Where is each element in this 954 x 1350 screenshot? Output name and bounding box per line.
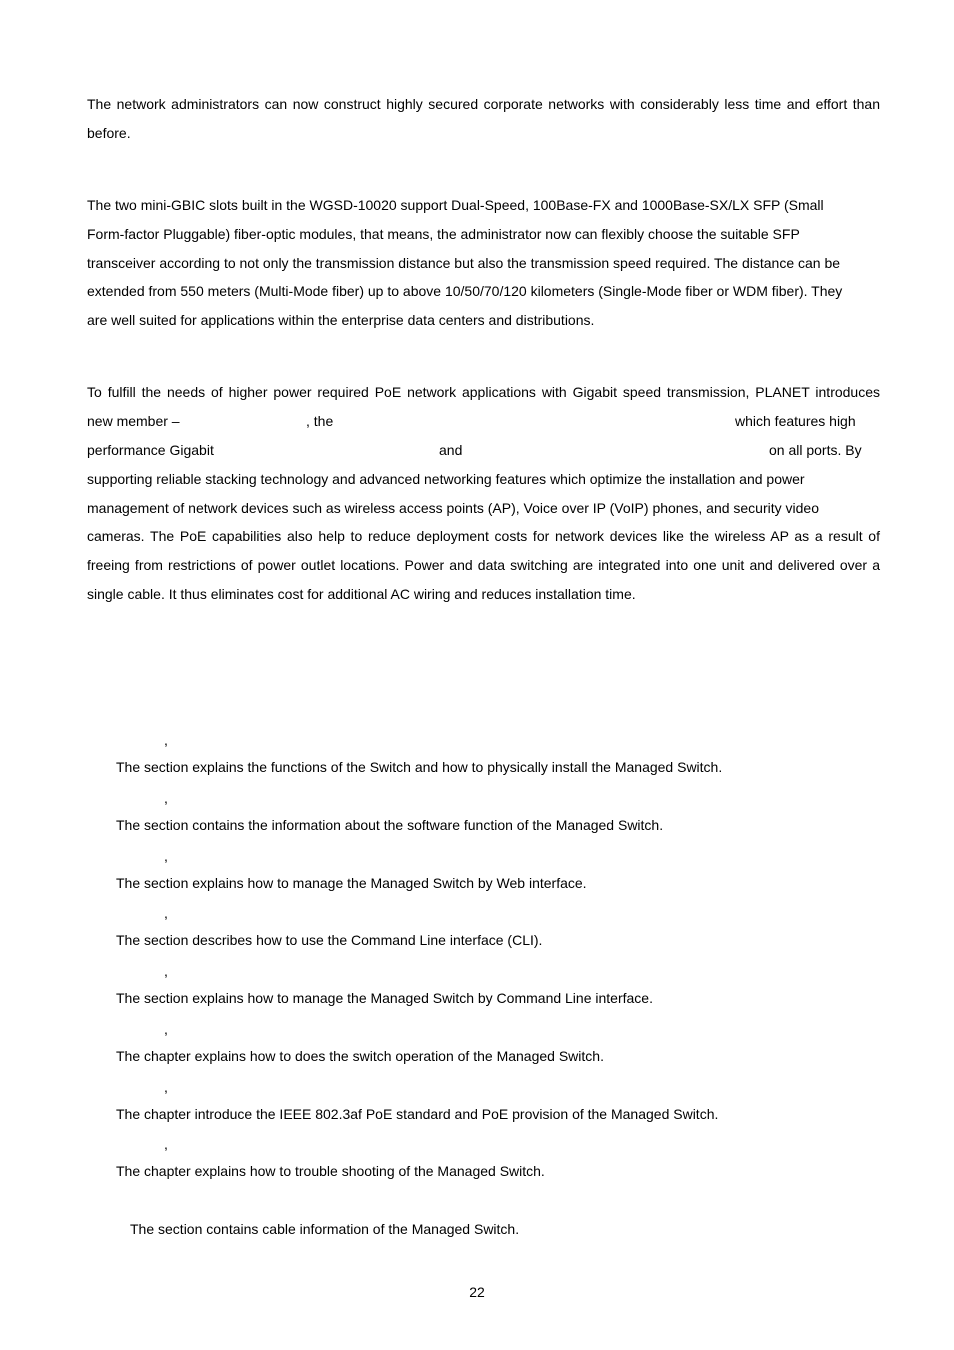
paragraph-line: supporting reliable stacking technology and advanced networking features which optimize the installation and power bbox=[87, 471, 805, 487]
appendix-note: The section contains cable information of the Managed Switch. bbox=[130, 1221, 520, 1237]
entry-description: The chapter explains how to does the switch operation of the Managed Switch. bbox=[116, 1048, 604, 1064]
entry-marker: , bbox=[164, 732, 168, 748]
paragraph-line: The network administrators can now construct highly secured corporate networks with considerably less time and effort than bbox=[87, 96, 880, 112]
entry-description: The chapter introduce the IEEE 802.3af PoE standard and PoE provision of the Managed Switch. bbox=[116, 1106, 719, 1122]
paragraph-fragment: new member – bbox=[87, 413, 180, 429]
paragraph-line: are well suited for applications within the enterprise data centers and distributions. bbox=[87, 312, 595, 328]
paragraph-fragment: on all ports. By bbox=[769, 442, 862, 458]
entry-description: The section explains how to manage the Managed Switch by Command Line interface. bbox=[116, 990, 653, 1006]
entry-marker: , bbox=[164, 790, 168, 806]
entry-description: The section describes how to use the Command Line interface (CLI). bbox=[116, 932, 543, 948]
paragraph-fragment: performance Gigabit bbox=[87, 442, 214, 458]
entry-description: The section explains how to manage the Managed Switch by Web interface. bbox=[116, 875, 587, 891]
entry-marker: , bbox=[164, 1136, 168, 1152]
entry-description: The chapter explains how to trouble shooting of the Managed Switch. bbox=[116, 1163, 545, 1179]
paragraph-fragment: , the bbox=[306, 413, 334, 429]
paragraph-line: freeing from restrictions of power outlet locations. Power and data switching are integrated into one unit and delivered over a bbox=[87, 557, 880, 573]
entry-marker: , bbox=[164, 1021, 168, 1037]
page-number: 22 bbox=[469, 1284, 485, 1300]
entry-marker: , bbox=[164, 963, 168, 979]
paragraph-line: before. bbox=[87, 125, 131, 141]
entry-marker: , bbox=[164, 905, 168, 921]
entry-description: The section explains the functions of the Switch and how to physically install the Managed Switch. bbox=[116, 759, 723, 775]
entry-marker: , bbox=[164, 848, 168, 864]
entry-marker: , bbox=[164, 1079, 168, 1095]
paragraph-line: extended from 550 meters (Multi-Mode fiber) up to above 10/50/70/120 kilometers (Single-Mode fiber or WDM fiber). They bbox=[87, 283, 843, 299]
paragraph-line: Form-factor Pluggable) fiber-optic modules, that means, the administrator now can flexibly choose the suitable SFP bbox=[87, 226, 800, 242]
paragraph-line: single cable. It thus eliminates cost for additional AC wiring and reduces installation time. bbox=[87, 586, 636, 602]
paragraph-line: cameras. The PoE capabilities also help to reduce deployment costs for network devices like the wireless AP as a result of bbox=[87, 528, 880, 544]
entry-description: The section contains the information about the software function of the Managed Switch. bbox=[116, 817, 664, 833]
paragraph-line: The two mini-GBIC slots built in the WGSD-10020 support Dual-Speed, 100Base-FX and 1000Base-SX/LX SFP (Small bbox=[87, 197, 824, 213]
paragraph-line: transceiver according to not only the transmission distance but also the transmission speed required. The distance can be bbox=[87, 255, 841, 271]
paragraph-line: management of network devices such as wireless access points (AP), Voice over IP (VoIP) phones, and security video bbox=[87, 500, 819, 516]
paragraph-line: To fulfill the needs of higher power required PoE network applications with Gigabit speed transmission, PLANET introduces bbox=[87, 384, 880, 400]
paragraph-fragment: and bbox=[439, 442, 463, 458]
paragraph-fragment: which features high bbox=[735, 413, 856, 429]
